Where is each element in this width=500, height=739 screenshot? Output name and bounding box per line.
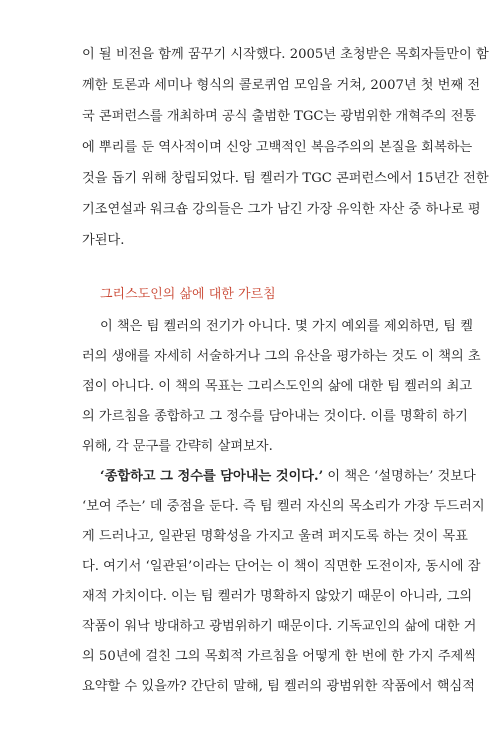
text-line: 요약할 수 있을까? 간단히 말해, 팀 켈러의 광범위한 작품에서 핵심적: [82, 679, 475, 694]
text-line: 기조연설과 워크숍 강의들은 그가 남긴 가장 유익한 자산 중 하나로 평: [82, 202, 481, 217]
text-line: 러의 생애를 자세히 서술하거나 그의 유산을 평가하는 것도 이 책의 초: [82, 349, 481, 364]
text-line: 국 콘퍼런스를 개최하며 공식 출범한 TGC는 광범위한 개혁주의 전통: [82, 109, 477, 124]
text-line: 위해, 각 문구를 간략히 살펴보자.: [82, 439, 273, 454]
text-line: 에 뿌리를 둔 역사적이며 신앙 고백적인 복음주의의 본질을 회복하는: [82, 140, 473, 155]
text-line: [100, 468, 476, 485]
text-line: 작품이 워낙 방대하고 광범위하기 때문이다. 기독교인의 삶에 대한 거: [82, 619, 477, 634]
text-line: 것을 돕기 위해 창립되었다. 팀 켈러가 TGC 콘퍼런스에서 15년간 전한: [82, 171, 489, 186]
text-line: 가된다.: [82, 233, 125, 248]
emphasis-text: ‘종합하고 그 정수를 담아내는 것이다.’: [100, 469, 324, 484]
text-line: 께한 토론과 세미나 형식의 콜로퀴엄 모임을 거쳐, 2007년 첫 번째 전: [82, 78, 481, 93]
text-span: 이 책은 ‘설명하는’ 것보다: [323, 469, 476, 484]
text-line: 의 50년에 걸친 그의 목회적 가르침을 어떻게 한 번에 한 가지 주제씩: [82, 649, 477, 664]
text-line: 재적 가치이다. 이는 팀 켈러가 명확하지 않았기 때문이 아니라, 그의: [82, 589, 473, 604]
text-line: 점이 아니다. 이 책의 목표는 그리스도인의 삶에 대한 팀 켈러의 최고: [82, 379, 473, 394]
text-line: 이 될 비전을 함께 꿈꾸기 시작했다. 2005년 초청받은 목회자들만이 함: [82, 47, 489, 62]
text-line: ‘보여 주는’ 데 중점을 둔다. 즉 팀 켈러 자신의 목소리가 가장 두드러지: [82, 499, 485, 514]
text-line: 이 책은 팀 켈러의 전기가 아니다. 몇 가지 예외를 제외하면, 팀 켈: [100, 319, 473, 334]
text-line: 다. 여기서 ‘일관된’이라는 단어는 이 책이 직면한 도전이자, 동시에 잠: [82, 559, 481, 574]
section-heading: 그리스도인의 삶에 대한 가르침: [100, 287, 276, 302]
text-line: 의 가르침을 종합하고 그 정수를 담아내는 것이다. 이를 명확히 하기: [82, 409, 468, 424]
text-line: 게 드러나고, 일관된 명확성을 가지고 울려 퍼지도록 하는 것이 목표: [82, 529, 468, 544]
